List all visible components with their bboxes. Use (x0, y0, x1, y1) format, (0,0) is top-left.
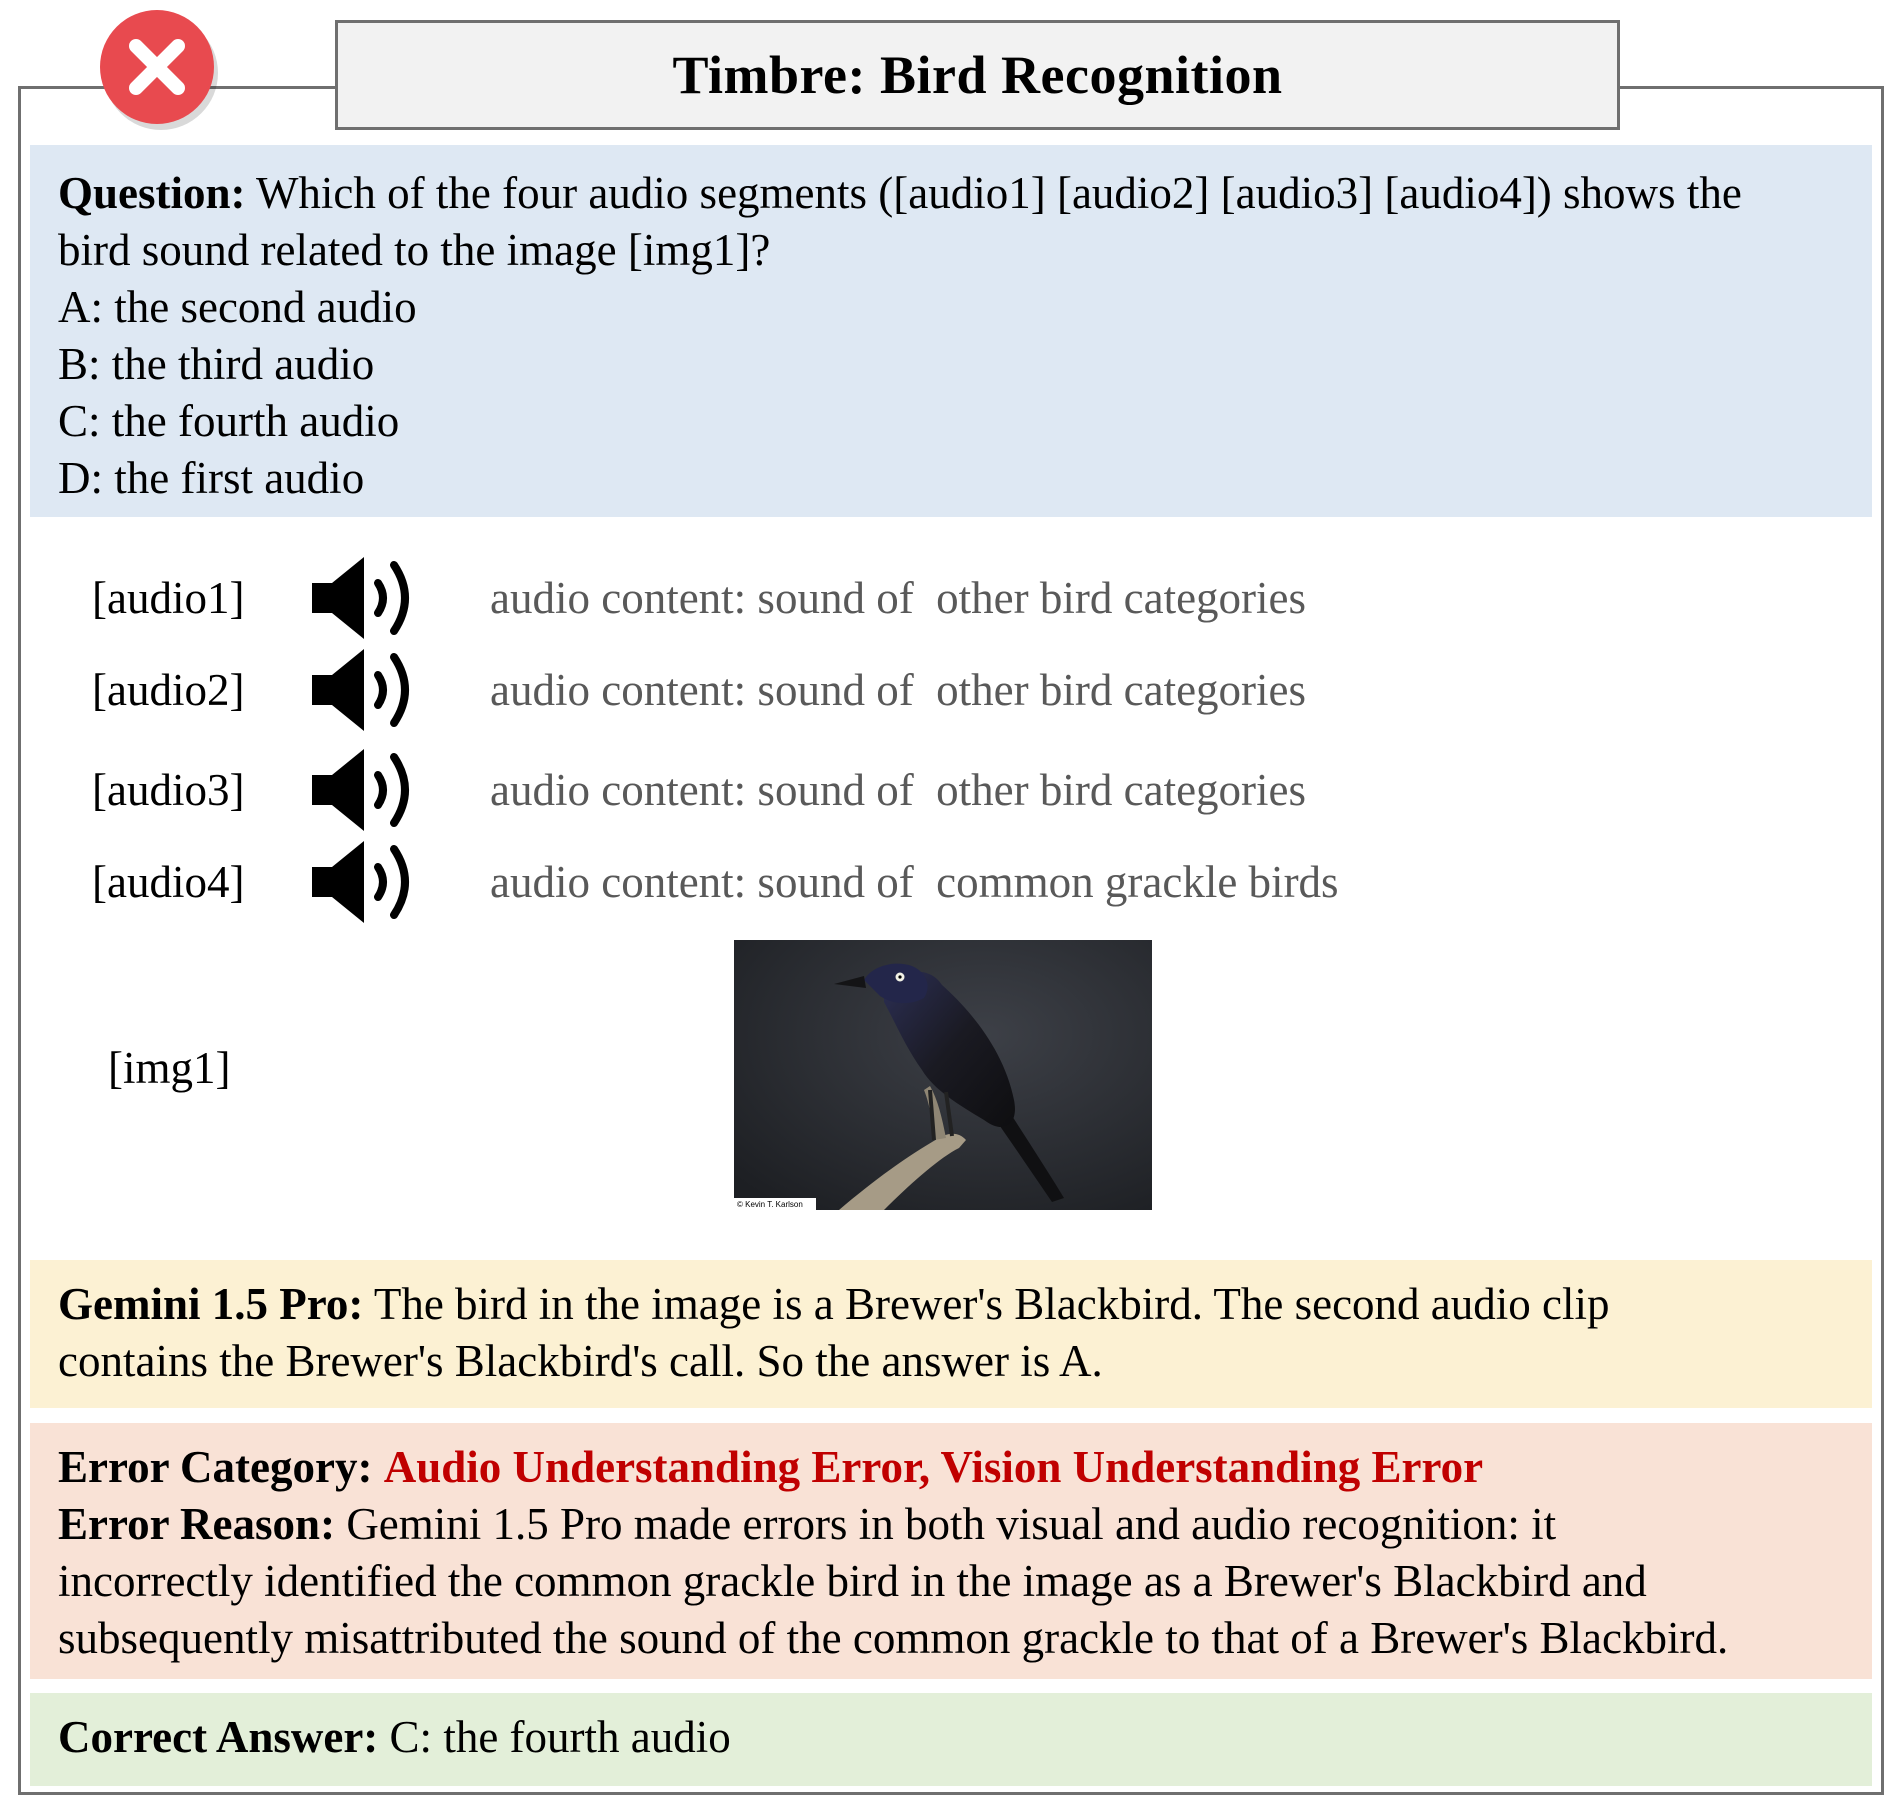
audio-row-2 (0, 645, 1901, 735)
audio-tag: [audio2] (92, 665, 245, 715)
speaker-icon[interactable] (310, 745, 430, 835)
option-b: B: the third audio (58, 339, 375, 389)
speaker-icon[interactable] (310, 553, 430, 643)
error-category-value: Audio Understanding Error, Vision Understanding Error (383, 1442, 1484, 1492)
audio-description: audio content: sound of other bird categories (490, 765, 1307, 815)
error-reason-text-1: Gemini 1.5 Pro made errors in both visual and audio recognition: it (346, 1499, 1557, 1549)
correct-answer-label: Correct Answer: (58, 1712, 379, 1762)
speaker-icon[interactable] (310, 645, 430, 735)
image-label: [img1] (108, 1043, 231, 1093)
error-category-line (58, 1439, 1844, 1496)
title-text: Timbre: Bird Recognition (672, 45, 1283, 105)
error-analysis-panel (30, 1423, 1872, 1679)
error-reason-text-3: subsequently misattributed the sound of the common grackle to that of a Brewer's Blackbird. (58, 1613, 1729, 1663)
error-reason-line-1 (58, 1496, 1844, 1553)
question-text-2: bird sound related to the image [img1]? (58, 225, 771, 275)
error-reason-label: Error Reason: (58, 1499, 336, 1549)
correct-answer-panel (30, 1693, 1872, 1786)
correct-answer-value: C: the fourth audio (389, 1712, 731, 1762)
audio-row-3 (0, 745, 1901, 835)
error-reason-text-2: incorrectly identified the common grackle bird in the image as a Brewer's Blackbird and (58, 1556, 1647, 1606)
card-title (335, 20, 1620, 130)
audio-tag: [audio3] (92, 765, 245, 815)
question-panel (30, 145, 1872, 517)
model-answer-text-1: The bird in the image is a Brewer's Blackbird. The second audio clip (373, 1279, 1610, 1329)
bird-photo (734, 940, 1152, 1210)
option-a: A: the second audio (58, 282, 417, 332)
question-line-1 (58, 165, 1844, 222)
speaker-icon[interactable] (310, 837, 430, 927)
model-answer-panel (30, 1260, 1872, 1408)
photo-credit: © Kevin T. Karlson (737, 1200, 803, 1209)
audio-tag: [audio4] (92, 857, 245, 907)
audio-row-1 (0, 553, 1901, 643)
model-answer-text-2: contains the Brewer's Blackbird's call. So the answer is A. (58, 1336, 1103, 1386)
model-label: Gemini 1.5 Pro: (58, 1279, 364, 1329)
error-x-icon (100, 10, 214, 124)
option-c: C: the fourth audio (58, 396, 400, 446)
audio-description: audio content: sound of other bird categories (490, 665, 1307, 715)
audio-row-4 (0, 837, 1901, 927)
question-label: Question: (58, 168, 246, 218)
audio-tag: [audio1] (92, 573, 245, 623)
correct-answer-line (58, 1709, 1844, 1766)
option-d: D: the first audio (58, 453, 365, 503)
question-text-1: Which of the four audio segments ([audio1] [audio2] [audio3] [audio4]) shows the (255, 168, 1742, 218)
audio-description: audio content: sound of common grackle birds (490, 857, 1339, 907)
audio-description: audio content: sound of other bird categories (490, 573, 1307, 623)
model-answer-line-1 (58, 1276, 1844, 1333)
error-category-label: Error Category: (58, 1442, 373, 1492)
